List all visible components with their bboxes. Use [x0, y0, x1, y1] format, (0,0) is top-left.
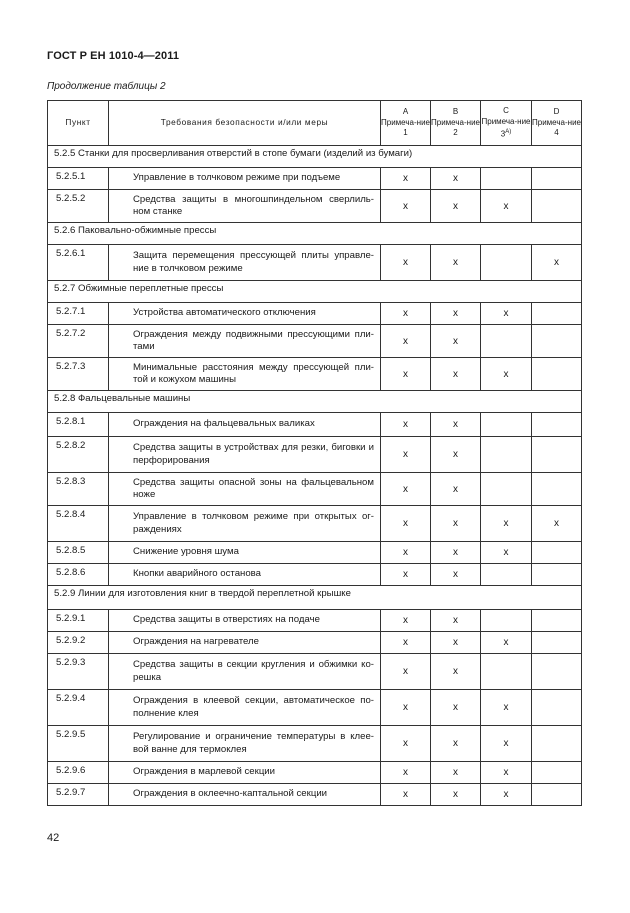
table-row [48, 690, 582, 726]
row-text: Ограждения в оклеечно-каптальной секции [109, 784, 381, 806]
mark-b: x [431, 437, 481, 473]
header-col-a [381, 101, 431, 146]
mark-b: x [431, 473, 481, 506]
header-b-letter: B [452, 106, 459, 116]
mark-a: x [381, 413, 431, 437]
row-number: 5.2.7.1 [48, 303, 109, 325]
table-row [48, 784, 582, 806]
section-row [48, 281, 582, 303]
mark-d [532, 610, 582, 632]
row-text: Средства защиты в секции кругления и обжимки ко-решка [109, 654, 381, 690]
row-number: 5.2.7.3 [48, 358, 109, 391]
mark-a: x [381, 190, 431, 223]
mark-b: x [431, 654, 481, 690]
mark-d [532, 632, 582, 654]
safety-requirements-table [47, 100, 582, 806]
section-title: 5.2.5 Станки для просверливания отверстий в стопе бумаги (изделий из бумаги) [48, 146, 582, 168]
mark-d [532, 654, 582, 690]
row-number: 5.2.8.4 [48, 506, 109, 542]
table-row [48, 632, 582, 654]
mark-c [481, 325, 532, 358]
mark-d: x [532, 506, 582, 542]
section-row [48, 223, 582, 245]
mark-b: x [431, 542, 481, 564]
mark-d [532, 190, 582, 223]
table-row [48, 303, 582, 325]
header-requirements: Требования безопасности и/или меры [109, 101, 381, 146]
row-number: 5.2.5.1 [48, 168, 109, 190]
mark-b: x [431, 726, 481, 762]
mark-a: x [381, 542, 431, 564]
table-caption: Продолжение таблицы 2 [47, 81, 166, 92]
header-c-note: Примеча-ние 3 [481, 116, 531, 139]
row-number: 5.2.9.7 [48, 784, 109, 806]
mark-b: x [431, 168, 481, 190]
section-title: 5.2.9 Линии для изготовления книг в твердой переплетной крышке [48, 586, 582, 610]
table-row [48, 437, 582, 473]
section-row [48, 146, 582, 168]
header-d-letter: D [553, 106, 560, 116]
mark-c [481, 473, 532, 506]
row-number: 5.2.9.3 [48, 654, 109, 690]
table-row [48, 473, 582, 506]
row-text: Управление в толчковом режиме при открытых ог-раждениях [109, 506, 381, 542]
mark-c: x [481, 784, 532, 806]
mark-a: x [381, 654, 431, 690]
row-number: 5.2.9.1 [48, 610, 109, 632]
mark-a: x [381, 168, 431, 190]
mark-b: x [431, 325, 481, 358]
mark-a: x [381, 437, 431, 473]
row-text: Средства защиты в отверстиях на подаче [109, 610, 381, 632]
row-text: Защита перемещения прессующей плиты управле-ние в толчковом режиме [109, 245, 381, 281]
table-header-row [48, 101, 582, 146]
table-row [48, 762, 582, 784]
mark-d [532, 690, 582, 726]
mark-d [532, 437, 582, 473]
mark-d [532, 726, 582, 762]
row-text: Ограждения на нагревателе [109, 632, 381, 654]
header-b-note: Примеча-ние 2 [431, 117, 480, 138]
mark-d [532, 473, 582, 506]
mark-c: x [481, 542, 532, 564]
row-text: Средства защиты опасной зоны на фальцевальном ноже [109, 473, 381, 506]
mark-b: x [431, 690, 481, 726]
table-row [48, 358, 582, 391]
mark-c [481, 610, 532, 632]
row-text: Средства защиты в многошпиндельном сверлиль-ном станке [109, 190, 381, 223]
header-c-letter: C [503, 105, 509, 115]
mark-a: x [381, 325, 431, 358]
header-a-letter: A [402, 106, 409, 116]
mark-d [532, 564, 582, 586]
mark-b: x [431, 303, 481, 325]
row-text: Ограждения в марлевой секции [109, 762, 381, 784]
header-col-c [481, 101, 532, 146]
mark-b: x [431, 506, 481, 542]
row-text: Регулирование и ограничение температуры в клее-вой ванне для термоклея [109, 726, 381, 762]
row-text: Снижение уровня шума [109, 542, 381, 564]
table-row [48, 190, 582, 223]
mark-c: x [481, 506, 532, 542]
mark-d [532, 762, 582, 784]
mark-c: x [481, 358, 532, 391]
mark-a: x [381, 506, 431, 542]
mark-b: x [431, 245, 481, 281]
header-punkt: Пункт [48, 101, 109, 146]
mark-a: x [381, 726, 431, 762]
mark-d [532, 542, 582, 564]
mark-b: x [431, 610, 481, 632]
row-number: 5.2.7.2 [48, 325, 109, 358]
mark-a: x [381, 245, 431, 281]
mark-b: x [431, 358, 481, 391]
mark-a: x [381, 303, 431, 325]
table-row [48, 245, 582, 281]
mark-c [481, 654, 532, 690]
row-number: 5.2.5.2 [48, 190, 109, 223]
row-number: 5.2.9.2 [48, 632, 109, 654]
row-text: Управление в толчковом режиме при подъеме [109, 168, 381, 190]
mark-a: x [381, 473, 431, 506]
mark-a: x [381, 690, 431, 726]
mark-d [532, 784, 582, 806]
table-row [48, 654, 582, 690]
mark-b: x [431, 413, 481, 437]
header-d-note: Примеча-ние 4 [532, 117, 581, 138]
mark-a: x [381, 564, 431, 586]
mark-a: x [381, 632, 431, 654]
table-row [48, 726, 582, 762]
table-row [48, 413, 582, 437]
table-row [48, 168, 582, 190]
section-title: 5.2.8 Фальцевальные машины [48, 391, 582, 413]
row-number: 5.2.6.1 [48, 245, 109, 281]
mark-c [481, 245, 532, 281]
header-a-note: Примеча-ние 1 [381, 117, 430, 138]
row-text: Средства защиты в устройствах для резки, биговки и перфорирования [109, 437, 381, 473]
table-row [48, 610, 582, 632]
table-row [48, 564, 582, 586]
row-number: 5.2.8.5 [48, 542, 109, 564]
row-number: 5.2.8.2 [48, 437, 109, 473]
header-c-footnote: А) [505, 128, 512, 135]
row-number: 5.2.8.1 [48, 413, 109, 437]
mark-a: x [381, 762, 431, 784]
row-text: Ограждения между подвижными прессующими пли-тами [109, 325, 381, 358]
mark-d [532, 413, 582, 437]
mark-d [532, 303, 582, 325]
mark-d [532, 168, 582, 190]
row-text: Устройства автоматического отключения [109, 303, 381, 325]
section-row [48, 391, 582, 413]
table-row [48, 325, 582, 358]
mark-b: x [431, 632, 481, 654]
section-title: 5.2.7 Обжимные переплетные прессы [48, 281, 582, 303]
mark-b: x [431, 190, 481, 223]
page-number: 42 [47, 832, 60, 844]
row-text: Ограждения в клеевой секции, автоматическое по-полнение клея [109, 690, 381, 726]
row-number: 5.2.8.3 [48, 473, 109, 506]
mark-b: x [431, 564, 481, 586]
mark-c: x [481, 762, 532, 784]
mark-c: x [481, 190, 532, 223]
mark-c [481, 564, 532, 586]
row-text: Кнопки аварийного останова [109, 564, 381, 586]
mark-d [532, 358, 582, 391]
mark-c: x [481, 303, 532, 325]
mark-d: x [532, 245, 582, 281]
row-number: 5.2.9.4 [48, 690, 109, 726]
table-row [48, 506, 582, 542]
row-text: Ограждения на фальцевальных валиках [109, 413, 381, 437]
table-row [48, 542, 582, 564]
mark-c: x [481, 690, 532, 726]
mark-c: x [481, 726, 532, 762]
mark-c [481, 437, 532, 473]
mark-b: x [431, 784, 481, 806]
mark-c: x [481, 632, 532, 654]
row-text: Минимальные расстояния между прессующей пли-той и кожухом машины [109, 358, 381, 391]
mark-c [481, 413, 532, 437]
section-title: 5.2.6 Паковально-обжимные прессы [48, 223, 582, 245]
header-col-d [532, 101, 582, 146]
row-number: 5.2.9.6 [48, 762, 109, 784]
section-row [48, 586, 582, 610]
header-col-b [431, 101, 481, 146]
row-number: 5.2.9.5 [48, 726, 109, 762]
mark-d [532, 325, 582, 358]
row-number: 5.2.8.6 [48, 564, 109, 586]
mark-a: x [381, 610, 431, 632]
mark-a: x [381, 784, 431, 806]
document-header: ГОСТ Р ЕН 1010-4—2011 [47, 50, 180, 62]
mark-a: x [381, 358, 431, 391]
mark-b: x [431, 762, 481, 784]
mark-c [481, 168, 532, 190]
